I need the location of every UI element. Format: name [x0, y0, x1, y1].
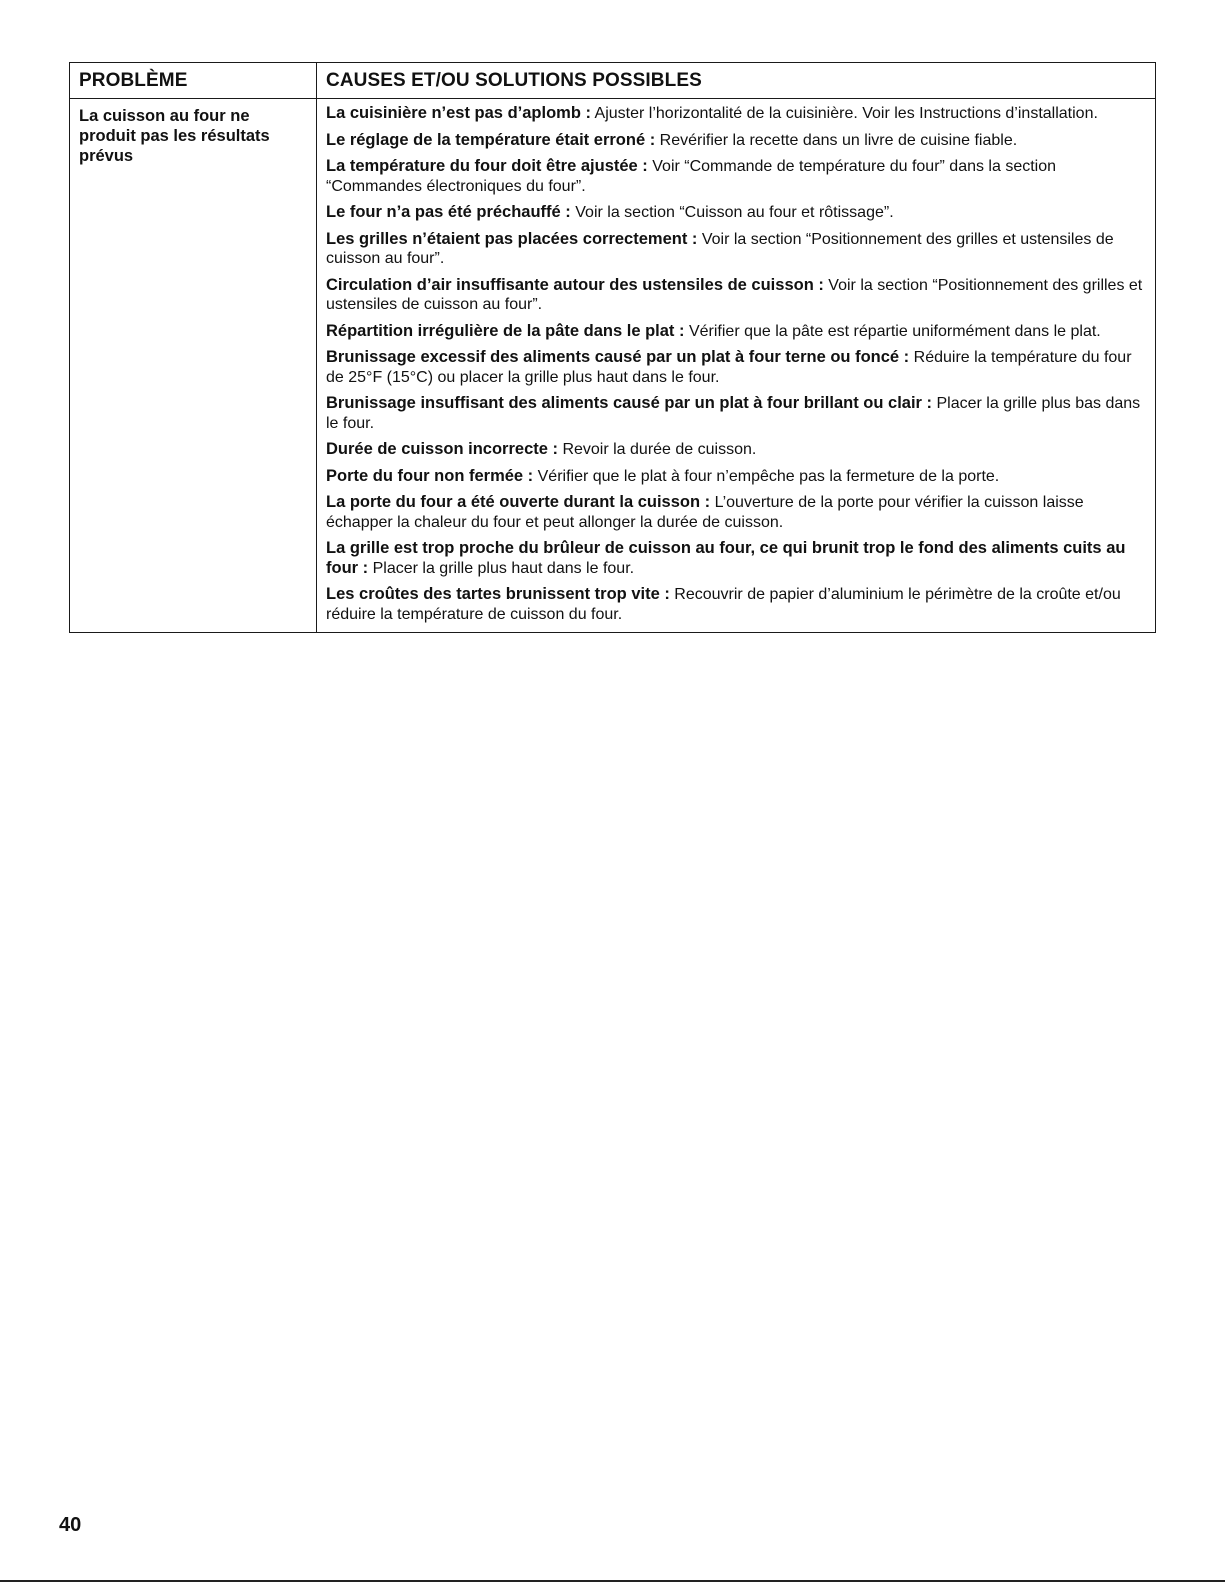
cause-item [326, 467, 1146, 487]
cause-item [326, 440, 1146, 460]
cause-text: Vérifier que le plat à four n’empêche pas la fermeture de la porte. [533, 467, 1000, 485]
cause-text: Placer la grille plus haut dans le four. [368, 559, 635, 577]
cause-item [326, 104, 1146, 124]
cause-lead: La cuisinière n’est pas d’aplomb : [326, 104, 591, 122]
cause-text: Vérifier que la pâte est répartie uniformément dans le plat. [684, 322, 1101, 340]
cause-text: Revoir la durée de cuisson. [558, 441, 757, 458]
cause-text: Voir la section “Positionnement des grilles et ustensiles de cuisson au four”. [326, 230, 1114, 267]
cause-item [326, 157, 1146, 196]
cause-lead: Le réglage de la température était erroné : [326, 130, 656, 149]
cause-item [326, 539, 1146, 578]
causes-cell [317, 99, 1156, 633]
cause-lead: La porte du four a été ouverte durant la cuisson : [326, 493, 711, 511]
cause-lead: Répartition irrégulière de la pâte dans le plat : [326, 321, 685, 340]
cause-text: Voir “Commande de température du four” dans la section “Commandes électroniques du four”. [326, 158, 1057, 195]
page-number: 40 [59, 1514, 82, 1536]
table-row [70, 99, 1156, 633]
cause-lead: Les grilles n’étaient pas placées correctement : [326, 229, 698, 248]
cause-lead: Brunissage excessif des aliments causé par un plat à four terne ou foncé : [326, 348, 910, 366]
cause-text: Recouvrir de papier d’aluminium le périmètre de la croûte et/ou réduire la température de cuisson du four. [326, 586, 1121, 623]
cause-item [326, 276, 1146, 315]
cause-lead: Durée de cuisson incorrecte : [326, 440, 558, 458]
cause-text: Voir la section “Positionnement des grilles et ustensiles de cuisson au four”. [326, 276, 1143, 313]
page-bottom-rule [0, 1580, 1225, 1582]
cause-text: L’ouverture de la porte pour vérifier la cuisson laisse échapper la chaleur du four et peut allonger la durée de cuisson. [326, 494, 1084, 531]
cause-lead: La température du four doit être ajustée : [326, 157, 648, 175]
header-causes: CAUSES ET/OU SOLUTIONS POSSIBLES [317, 63, 1156, 99]
table-header-row [70, 63, 1156, 99]
cause-item [326, 322, 1146, 342]
cause-item [326, 394, 1146, 433]
cause-item [326, 131, 1146, 151]
cause-text: Placer la grille plus bas dans le four. [326, 395, 1141, 432]
cause-text: Revérifier la recette dans un livre de cuisine fiable. [655, 131, 1018, 149]
cause-lead: Le four n’a pas été préchauffé : [326, 203, 571, 221]
problem-cell: La cuisson au four ne produit pas les résultats prévus [70, 99, 317, 633]
cause-lead: Les croûtes des tartes brunissent trop vite : [326, 585, 670, 603]
cause-item [326, 348, 1146, 387]
cause-lead: Brunissage insuffisant des aliments causé par un plat à four brillant ou clair : [326, 394, 933, 412]
cause-lead: Circulation d’air insuffisante autour des ustensiles de cuisson : [326, 275, 824, 294]
cause-text: Réduire la température du four de 25°F (15°C) ou placer la grille plus haut dans le four. [326, 349, 1132, 386]
cause-item [326, 203, 1146, 223]
cause-lead: Porte du four non fermée : [326, 466, 534, 485]
header-problem: PROBLÈME [70, 63, 317, 99]
cause-item [326, 493, 1146, 532]
troubleshooting-table [69, 62, 1156, 633]
cause-item [326, 585, 1146, 624]
cause-text: Ajuster l’horizontalité de la cuisinière. Voir les Instructions d’installation. [590, 105, 1098, 122]
cause-text: Voir la section “Cuisson au four et rôtissage”. [570, 204, 894, 221]
cause-lead: La grille est trop proche du brûleur de cuisson au four, ce qui brunit trop le fond des aliments cuits au four : [326, 539, 1126, 577]
cause-item [326, 230, 1146, 269]
